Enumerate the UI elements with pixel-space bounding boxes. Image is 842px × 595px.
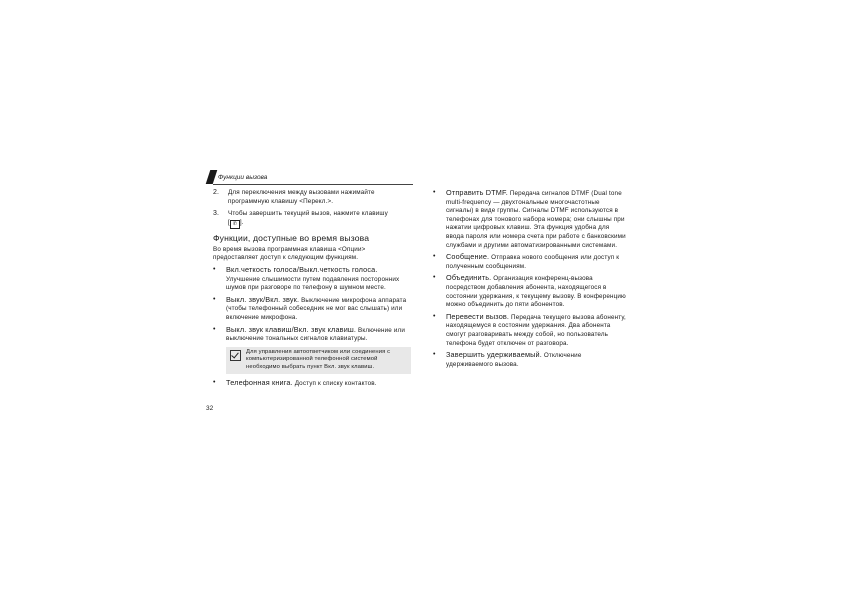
left-column [213,189,411,391]
item-desc: Выключение микрофона аппарата (чтобы телефонный собеседник не мог вас слышать) или включение микрофона. [226,296,407,321]
item-desc: Улучшение слышимости путем подавления посторонних шумов при разговоре по телефону в шумном месте. [226,275,400,292]
bullet-icon: • [213,265,216,273]
step-text: Для переключения между вызовами нажимайте программную клавишу <Перекл.>. [228,189,375,205]
page-number: 32 [206,405,214,412]
numbered-step-2 [213,189,411,206]
numbered-step-3 [213,210,411,229]
item-desc: Отправка нового сообщения или доступ к полученным сообщениям. [446,254,620,270]
step-text-before: Чтобы завершить текущий вызов, нажмите клавишу [228,210,388,218]
bullet-icon: • [433,312,436,320]
checkmark-note-icon [230,350,241,361]
item-term: Сообщение. [446,252,490,262]
step-number: 2. [213,189,220,196]
bullet-icon: • [433,253,436,261]
right-column [433,189,629,372]
item-term: Завершить удерживаемый. [446,350,542,360]
section-heading: Функции, доступные во время вызова [213,232,370,243]
item-desc: Включение или выключение тональных сигналов клавиатуры. [226,326,405,343]
list-item [433,351,629,369]
list-item [433,313,629,348]
list-item [213,379,411,389]
bullet-icon: • [433,351,436,359]
bullet-icon: • [433,274,436,282]
header-rule [213,184,413,185]
bullet-icon: • [213,378,216,386]
end-call-icon: ✆ [230,220,240,229]
list-item [433,253,629,271]
item-term: Отправить DTMF. [446,188,508,197]
bullet-icon: • [433,189,436,196]
item-desc: Организация конференц-вызова посредством добавления абонента, находящегося в состоянии удержания, к текущему вызову. В конференцию можно объединить до пяти абонентов. [446,275,626,309]
header-title: Функции вызова [218,174,268,181]
item-term: Выкл. звук клавиш/Вкл. звук клавиш. [226,324,357,334]
item-term: Телефонная книга. [226,377,293,387]
note-text: Для управления автоответчиком или соединения с компьютеризированной телефонной системой необходимо выбрать пункт Вкл. звук клавиш. [246,348,391,370]
item-desc: Отключение удерживаемого вызова. [446,352,582,368]
header-mark [206,170,218,184]
list-item [433,274,629,309]
item-desc: Передача сигналов DTMF (Dual tone multi-frequency — двухтональные многочастотные сигналы) в виде группы. Сигналы DTMF используются в телефонах для тонового набора номера; они слышны при нажатии цифровых клавиш. Эта функция удобна для ввода пароля или номера счета при работе с банковскими службами и другими автоматизированными системами. [446,190,626,249]
section-intro: Во время вызова программная клавиша <Опции> предоставляет доступ к следующим функциям. [213,245,366,262]
item-term: Объединить. [446,273,492,283]
bullet-icon: • [213,325,216,333]
list-item [213,326,411,344]
item-desc: Доступ к списку контактов. [294,379,377,387]
bullet-icon: • [213,295,216,303]
list-item [213,266,411,293]
item-term: Перевести вызов. [446,311,510,321]
item-term: Выкл. звук/Вкл. звук. [226,294,300,304]
step-number: 3. [213,210,220,218]
item-desc: Передача текущего вызова абоненту, находящемуся в состоянии удержания. Два абонента смогут разговаривать между собой, но пользователь телефона будет отключен от разговора. [446,313,626,347]
note-box [226,347,411,374]
list-item [213,296,411,323]
item-term: Вкл.четкость голоса/Выкл.четкость голоса. [226,264,378,274]
step-text: Чтобы завершить текущий вызов, нажмите клавишу [ ✆ ]. [228,210,388,227]
list-item [433,189,629,250]
